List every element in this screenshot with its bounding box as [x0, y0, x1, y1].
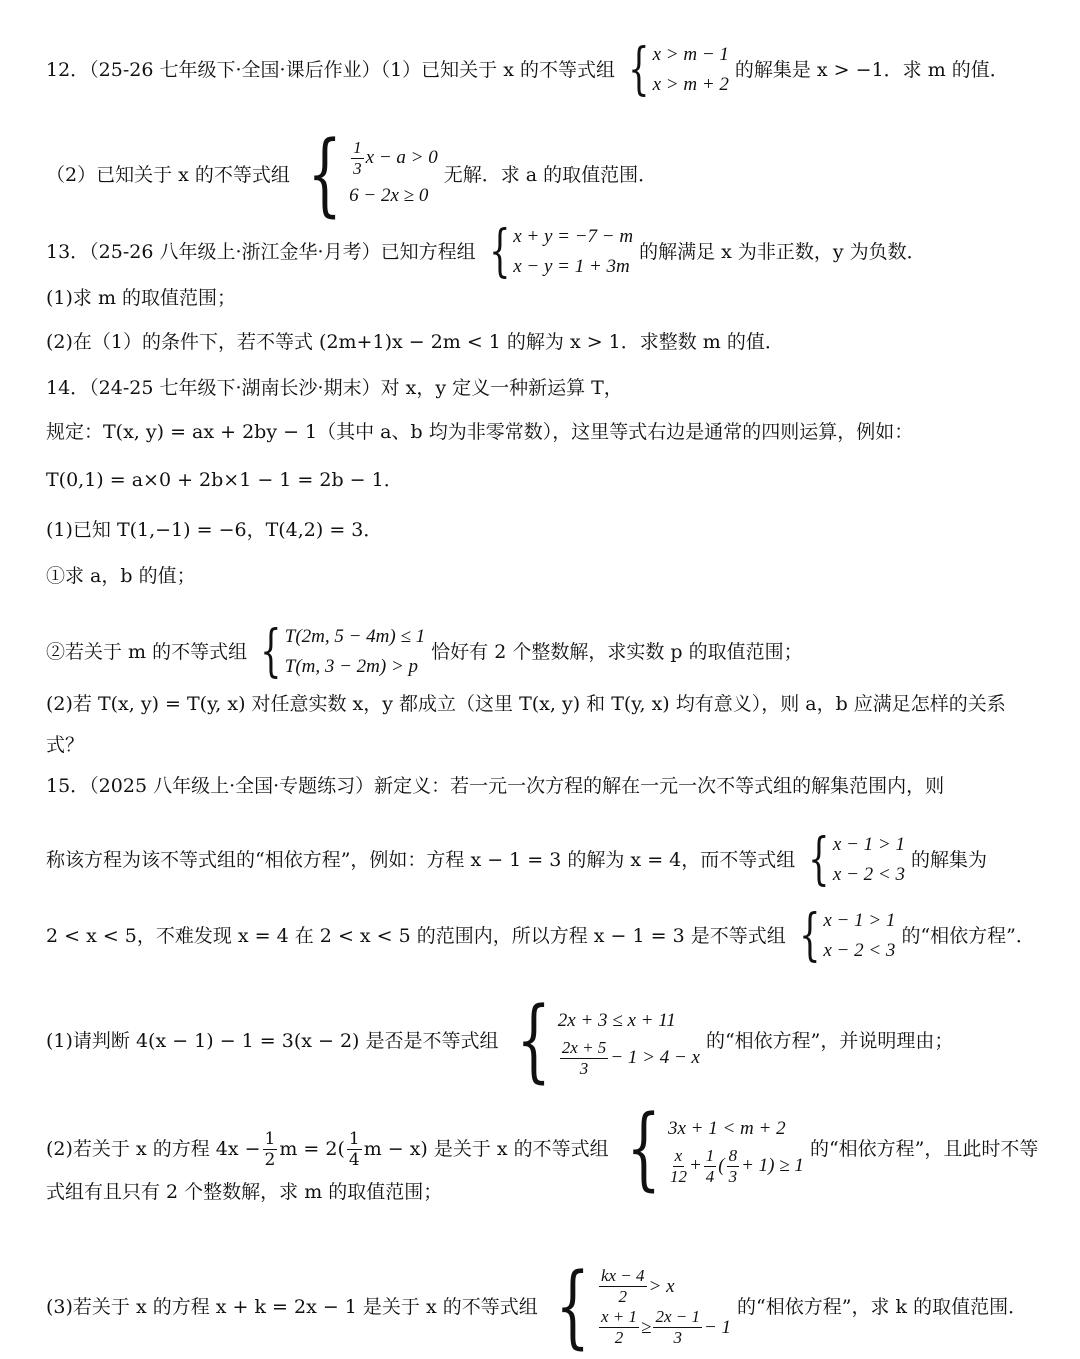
inequality-system: { $\frac{1}{3}$ x − a > 0 6 − 2x ≥ 0 [307, 122, 438, 227]
inequality-system: { 2x + 3 ≤ x + 11 $\frac{2x + 5}{3}$ − 1 > 4 − x [515, 988, 700, 1093]
problem-14-label: 14．（24-25 七年级下·湖南长沙·期末）对 x，y 定义一种新运算 T， [46, 377, 623, 399]
problem-15-q3: (3)若关于 x 的方程 x + k = 2x − 1 是关于 x 的不等式组 { $\frac{kx - 4}{2}$ > x $\frac{x + 1}{2}$ ≥ $\frac{2x - 1}{3}$ − 1 的“相依方程”，求 k 的取值范围． [46, 1254, 1028, 1359]
problem-14-q1a: ①求 a，b 的值； [46, 565, 196, 587]
problem-13-q2: (2)在（1）的条件下，若不等式 (2m+1)x − 2m < 1 的解为 x > 1．求整数 m 的值． [46, 331, 784, 353]
inequality-system: { x > m − 1 x > m + 2 [628, 37, 729, 102]
problem-14-q2-cont: 式？ [46, 734, 85, 756]
problem-15-q2: (2)若关于 x 的方程 4x − $\frac{1}{2}$ m = 2( $\frac{1}{4}$ m − x) 是关于 x 的不等式组 { 3x + 1 < m + 2 $\frac{x}{12}$ + $\frac{1}{4}$ ( $\frac{8}{3}$ + 1) ≥ 1 的“相依方程”，且此时不等 [46, 1096, 1039, 1201]
problem-15-q2-cont: 式组有且只有 2 个整数解，求 m 的取值范围； [46, 1181, 443, 1203]
inequality-system: { T(2m, 5 − 4m) ≤ 1 T(m, 3 − 2m) > p [260, 619, 426, 684]
problem-15-line-3: 2 < x < 5，不难发现 x = 4 在 2 < x < 5 的范围内，所以方程 x − 1 = 3 是不等式组 { x − 1 > 1 x − 2 < 3 的“相依方程”． [46, 903, 1035, 968]
problem-14-q1b: ②若关于 m 的不等式组 { T(2m, 5 − 4m) ≤ 1 T(m, 3 − 2m) > p 恰好有 2 个整数解，求实数 p 的取值范围； [46, 619, 803, 684]
problem-14-rule: 规定：T(x, y) = ax + 2by − 1（其中 a、b 均为非零常数），这里等式右边是通常的四则运算，例如： [46, 421, 914, 443]
inequality-system: { $\frac{kx - 4}{2}$ > x $\frac{x + 1}{2}$ ≥ $\frac{2x - 1}{3}$ − 1 [555, 1254, 732, 1359]
inequality-system: { 3x + 1 < m + 2 $\frac{x}{12}$ + $\frac{1}{4}$ ( $\frac{8}{3}$ + 1) ≥ 1 [626, 1096, 804, 1201]
problem-12-line-1: 12．（25-26 七年级下·全国·课后作业）（1）已知关于 x 的不等式组 { x > m − 1 x > m + 2 的解集是 x > −1．求 m 的值． [46, 37, 1009, 102]
problem-13-q1: (1)求 m 的取值范围； [46, 287, 237, 309]
problem-14-q2: (2)若 T(x, y) = T(y, x) 对任意实数 x，y 都成立（这里 T(x, y) 和 T(y, x) 均有意义），则 a，b 应满足怎样的关系 [46, 693, 1006, 715]
inequality-system: { x − 1 > 1 x − 2 < 3 [798, 903, 896, 968]
inequality-system: { x − 1 > 1 x − 2 < 3 [808, 827, 905, 892]
problem-12-line-2: （2）已知关于 x 的不等式组 { $\frac{1}{3}$ x − a > 0 6 − 2x ≥ 0 无解．求 a 的取值范围． [46, 122, 658, 227]
problem-15-q1: (1)请判断 4(x − 1) − 1 = 3(x − 2) 是否是不等式组 { 2x + 3 ≤ x + 11 $\frac{2x + 5}{3}$ − 1 > 4 − x 的“相依方程”，并说明理由； [46, 988, 954, 1093]
problem-12-label: 12．（25-26 七年级下·全国·课后作业）（1）已知关于 x 的不等式组 [46, 59, 615, 81]
problem-14-example: T(0,1) = a×0 + 2b×1 − 1 = 2b − 1． [46, 469, 403, 491]
problem-15-label: 15．（2025 八年级上·全国·专题练习）新定义：若一元一次方程的解在一元一次不等式组的解集范围内，则 [46, 775, 945, 797]
problem-14-q1: (1)已知 T(1,−1) = −6，T(4,2) = 3． [46, 519, 383, 541]
problem-13-line-1: 13．（25-26 八年级上·浙江金华·月考）已知方程组 { x + y = −7 − m x − y = 1 + 3m 的解满足 x 为非正数，y 为负数． [46, 219, 926, 284]
equation-system: { x + y = −7 − m x − y = 1 + 3m [488, 219, 634, 284]
problem-15-line-2: 称该方程为该不等式组的“相依方程”，例如：方程 x − 1 = 3 的解为 x = 4，而不等式组 { x − 1 > 1 x − 2 < 3 的解集为 [46, 827, 987, 892]
